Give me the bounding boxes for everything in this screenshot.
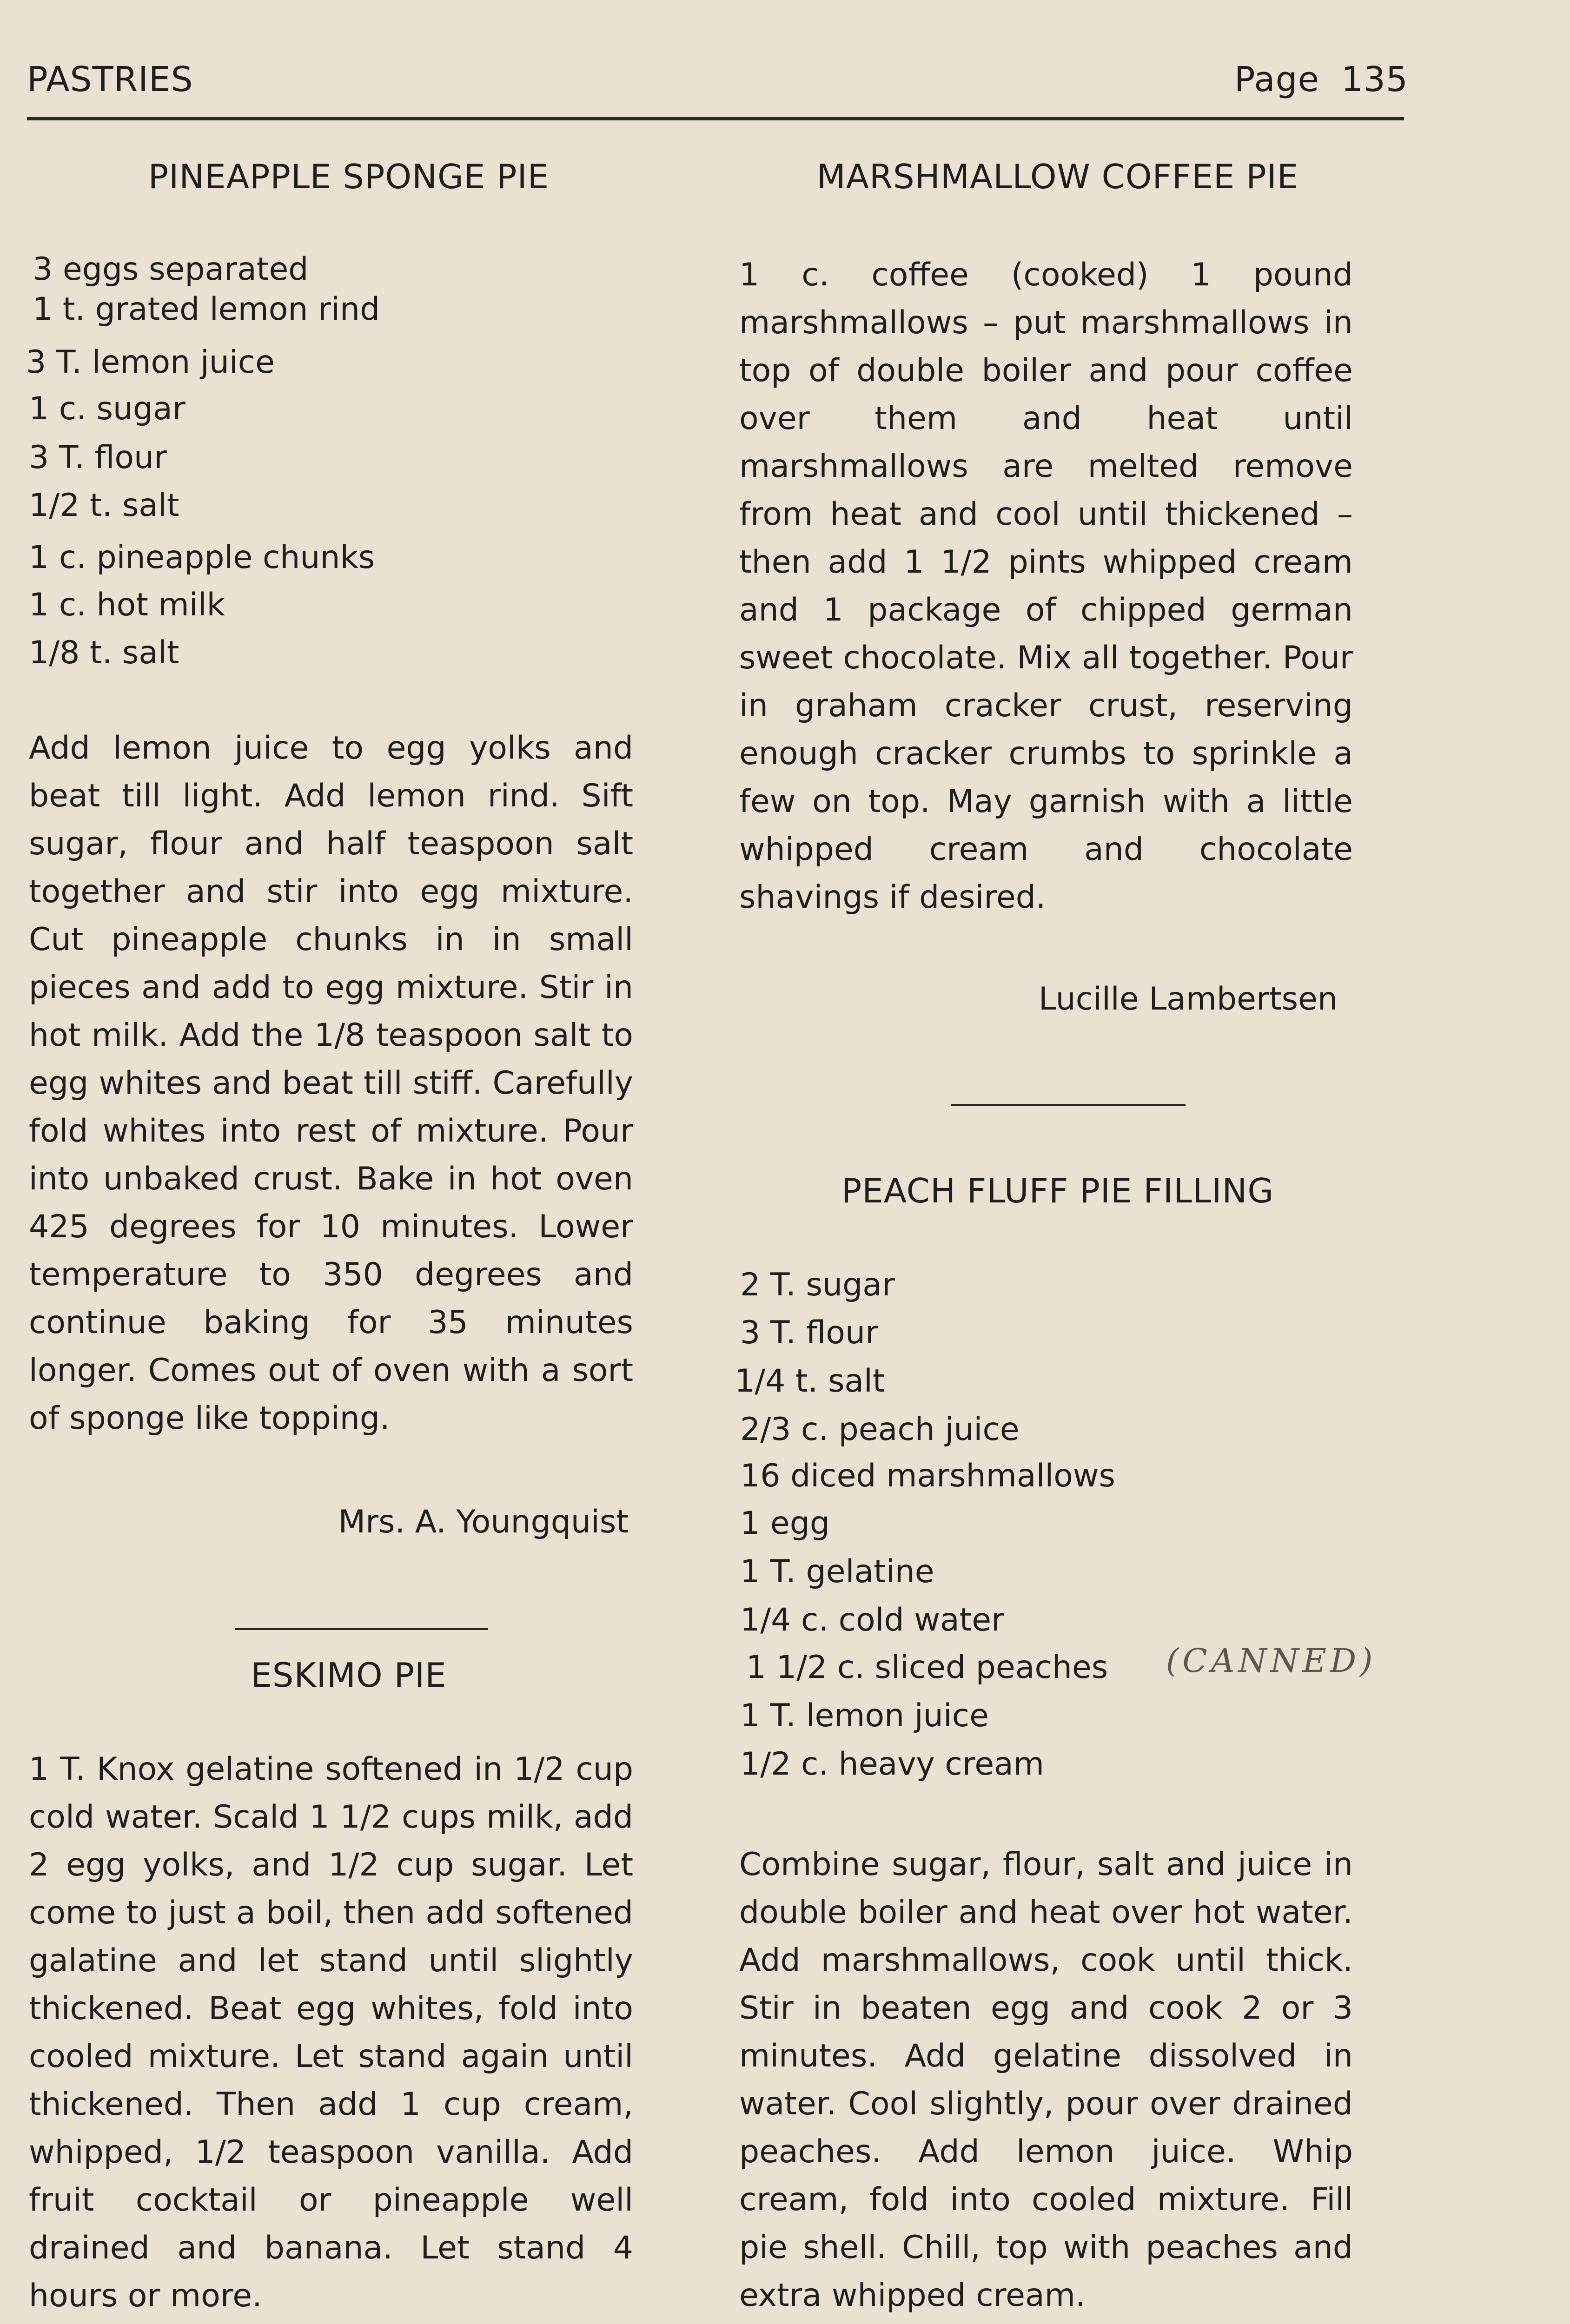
ingredient: 1/2 t. salt bbox=[29, 487, 179, 524]
ingredient: 3 eggs separated bbox=[33, 251, 309, 288]
ingredient: 1 T. gelatine bbox=[740, 1553, 934, 1590]
recipe-title-eskimo: ESKIMO PIE bbox=[251, 1656, 447, 1695]
ingredient: 3 T. flour bbox=[29, 439, 167, 476]
ingredient: 1/8 t. salt bbox=[29, 634, 179, 671]
ingredient: 1 egg bbox=[740, 1505, 830, 1542]
ingredient: 1/2 c. heavy cream bbox=[740, 1746, 1044, 1783]
ingredient: 1/4 t. salt bbox=[735, 1363, 885, 1400]
page-number-value: 135 bbox=[1341, 59, 1408, 99]
page-label: Page bbox=[1234, 59, 1320, 99]
ingredient: 1 T. lemon juice bbox=[740, 1697, 989, 1734]
header-rule bbox=[27, 117, 1404, 120]
author-marshmallow: Lucille Lambertsen bbox=[1038, 981, 1338, 1017]
ingredient: 1 c. sugar bbox=[29, 390, 185, 427]
ingredient: 16 diced marshmallows bbox=[740, 1458, 1115, 1494]
author-pineapple: Mrs. A. Youngquist bbox=[338, 1504, 629, 1540]
recipe-title-marshmallow: MARSHMALLOW COFFEE PIE bbox=[816, 157, 1299, 196]
recipe-title-peach: PEACH FLUFF PIE FILLING bbox=[841, 1171, 1274, 1210]
ingredient: 1 t. grated lemon rind bbox=[33, 291, 380, 328]
separator-rule bbox=[235, 1628, 488, 1630]
ingredient: 1 c. hot milk bbox=[29, 587, 225, 623]
page-number bbox=[1234, 59, 1408, 99]
ingredient: 1 1/2 c. sliced peaches bbox=[746, 1649, 1108, 1686]
directions-eskimo: 1 T. Knox gelatine softened in 1/2 cup cold water. Scald 1 1/2 cups milk, add 2 egg yolks, and 1/2 cup sugar. Let come to just a boil, then add softened galatine and let stand until slightly thickened. Beat egg whites, fold into cooled mixture. Let stand again until thickened. Then add 1 cup cream, whipped, 1/2 teaspoon vanilla. Add fruit cocktail or pineapple well drained and banana. Let stand 4 hours or more. bbox=[29, 1751, 633, 2314]
directions-pineapple: Add lemon juice to egg yolks and beat till light. Add lemon rind. Sift sugar, flour and half teaspoon salt together and stir into egg mixture. Cut pineapple chunks in in small pieces and add to egg mixture. Stir in hot milk. Add the 1/8 teaspoon salt to egg whites and beat till stiff. Carefully fold whites into rest of mixture. Pour into unbaked crust. Bake in hot oven 425 degrees for 10 minutes. Lower temperature to 350 degrees and continue baking for 35 minutes longer. Comes out of oven with a sort of sponge like topping. bbox=[29, 730, 633, 1437]
ingredient: 2/3 c. peach juice bbox=[740, 1411, 1020, 1448]
ingredient: 3 T. flour bbox=[740, 1314, 879, 1351]
directions-peach: Combine sugar, flour, salt and juice in double boiler and heat over hot water. Add marshmallows, cook until thick. Stir in beaten egg and cook 2 or 3 minutes. Add gelatine dissolved in water. Cool slightly, pour over drained peaches. Add lemon juice. Whip cream, fold into cooled mixture. Fill pie shell. Chill, top with peaches and extra whipped cream. bbox=[739, 1846, 1353, 2314]
ingredient: 1 c. pineapple chunks bbox=[29, 539, 375, 576]
ingredient: 1/4 c. cold water bbox=[740, 1602, 1005, 1638]
recipe-title-pineapple: PINEAPPLE SPONGE PIE bbox=[148, 157, 550, 196]
ingredient: 2 T. sugar bbox=[740, 1267, 895, 1303]
section-title: PASTRIES bbox=[27, 59, 193, 99]
handwritten-note: (CANNED) bbox=[1166, 1642, 1377, 1680]
ingredient: 3 T. lemon juice bbox=[26, 344, 275, 381]
separator-rule bbox=[951, 1104, 1186, 1106]
directions-marshmallow: 1 c. coffee (cooked) 1 pound marshmallows – put marshmallows in top of double boiler and pour coffee over them and heat until marshmallows are melted remove from heat and cool until thickened – then add 1 1/2 pints whipped cream and 1 package of chipped german sweet chocolate. Mix all together. Pour in graham cracker crust, reserving enough cracker crumbs to sprinkle a few on top. May garnish with a little whipped cream and chocolate shavings if desired. bbox=[739, 257, 1353, 916]
